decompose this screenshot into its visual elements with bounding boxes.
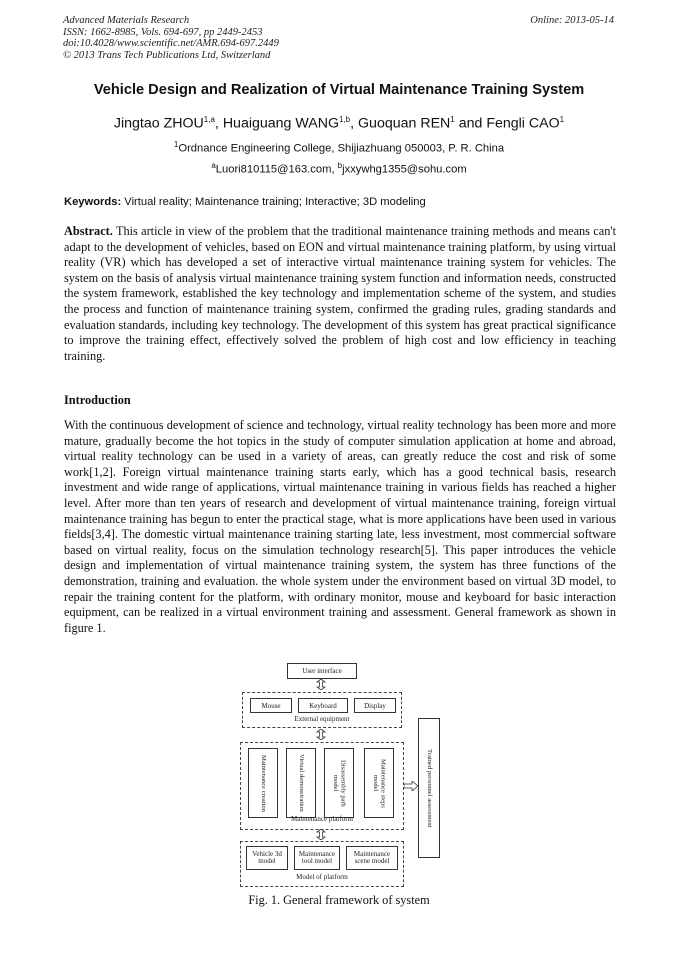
keywords <box>64 196 616 208</box>
email-sup: b <box>337 161 343 170</box>
author-name: Huaiguang WANG <box>222 115 339 132</box>
author-separator: and <box>454 115 487 132</box>
email-link[interactable]: jxxywhg1355@sohu.com <box>342 163 467 176</box>
keywords-label: Keywords: <box>64 196 122 208</box>
abstract-text: This article in view of the problem that the traditional maintenance training methods and means can't adapt to the development of vehicles, based on EON and virtual maintenance training platform, by using virtual reality (VR) which has developed a set of interactive virtual maintenance training system for vehicles. The system on the basis of analysis virtual maintenance training system function and information needs, constructed the system framework, established the key technology and implementation scheme of the system, and studies the process and function of maintenance training system, confirmed the grading rules, grading standards and evaluation standards, including key technology. The development of this system has great practical significance to improve the training effect, effectively solved the problem of high cost and low efficiency in teaching training. <box>64 224 616 363</box>
abstract <box>64 224 616 364</box>
double-arrow-icon <box>316 829 326 840</box>
author-name: Guoquan REN <box>358 115 451 132</box>
mouse-box: Mouse <box>250 698 292 713</box>
maintenance-platform-label: Maintenance platform <box>290 815 353 823</box>
virtual-demonstration-box: Virtual demonstration <box>286 748 316 818</box>
author-sup: 1,a <box>203 115 215 124</box>
figure-caption: Fig. 1. General framework of system <box>248 893 430 907</box>
author-list <box>0 115 678 132</box>
user-interface-box: User interface <box>287 663 357 679</box>
disassembly-path-model-box: Disassembly path model <box>324 748 354 818</box>
display-box: Display <box>354 698 396 713</box>
email-sup: a <box>211 161 216 170</box>
double-arrow-icon <box>316 729 326 740</box>
email-separator: , <box>331 163 338 176</box>
external-equipment-label: External equipment <box>294 715 350 723</box>
author-separator: , <box>214 115 223 132</box>
author-name: Jingtao ZHOU <box>113 115 204 132</box>
abstract-label: Abstract. <box>64 224 113 238</box>
model-platform-label: Model of platform <box>296 873 348 881</box>
maintenance-steps-model-box: Maintenance steps model <box>364 748 394 818</box>
issn: ISSN: 1662-8985, Vols. 694-697, pp 2449-2453 <box>63 26 263 38</box>
doi: doi:10.4028/www.scientific.net/AMR.694-697.2449 <box>63 38 279 49</box>
author-sup: 1 <box>450 115 455 124</box>
affiliation-sup: 1 <box>173 140 179 149</box>
section-heading-introduction: Introduction <box>64 393 131 407</box>
author-name: Fengli CAO <box>486 115 560 132</box>
author-sup: 1 <box>559 115 565 124</box>
online-date: Online: 2013-05-14 <box>530 15 614 26</box>
email-link[interactable]: Luori810115@163.com <box>215 163 332 176</box>
journal-header <box>63 15 279 61</box>
maintenance-scene-model-box: Maintenance scene model <box>346 846 398 870</box>
maintenance-creation-box: Maintenance creation <box>248 748 278 818</box>
double-arrow-icon <box>316 679 326 690</box>
right-arrow-icon <box>404 781 418 791</box>
paper-title: Vehicle Design and Realization of Virtual Maintenance Training System <box>93 82 585 98</box>
journal-name: Advanced Materials Research <box>63 15 190 26</box>
affiliation-text: Ordnance Engineering College, Shijiazhuang 050003, P. R. China <box>178 142 505 155</box>
keywords-text: Virtual reality; Maintenance training; Interactive; 3D modeling <box>121 196 426 208</box>
trained-personnel-assessment-box: Trained personnel assessment <box>418 718 440 858</box>
copyright: © 2013 Trans Tech Publications Ltd, Switzerland <box>63 49 271 61</box>
affiliation <box>0 140 678 155</box>
maintenance-tool-model-box: Maintenance tool model <box>294 846 340 870</box>
keyboard-box: Keyboard <box>298 698 348 713</box>
vehicle-3d-model-box: Vehicle 3d model <box>246 846 288 870</box>
introduction-text: With the continuous development of science and technology, virtual reality technology has been more and more mature, gradually become the hot topics in the study of computer simulation application at home and abroad, virtual reality technology can be used in a variety of areas, can greatly reduce the cost and risk of some work[1,2]. Foreign virtual maintenance training starts early, which has a good technical basis, research investment and wide range of applications, virtual maintenance training in various fields has reached a higher level. After more than ten years of research and development of virtual maintenance training, foreign virtual maintenance training has begun to enter the practical stage, what is more applications have been used in various fields[3,4]. The domestic virtual maintenance training starting late, less investment, most commercial software based on virtual reality, focus on the simulation technology research[5]. This paper introduces the vehicle design and implementation of virtual maintenance training system, the system has three functions of the demonstration, training and evaluation. the whole system under the environment based on virtual 3D model, to repair the training content for the platform, with ordinary monitor, mouse and keyboard for basic interaction equipment, can be realized in a virtual environment training and assessment. General framework as shown in figure 1. <box>64 418 616 635</box>
email-list <box>0 161 678 176</box>
author-sup: 1,b <box>339 115 351 124</box>
author-separator: , <box>350 115 359 132</box>
